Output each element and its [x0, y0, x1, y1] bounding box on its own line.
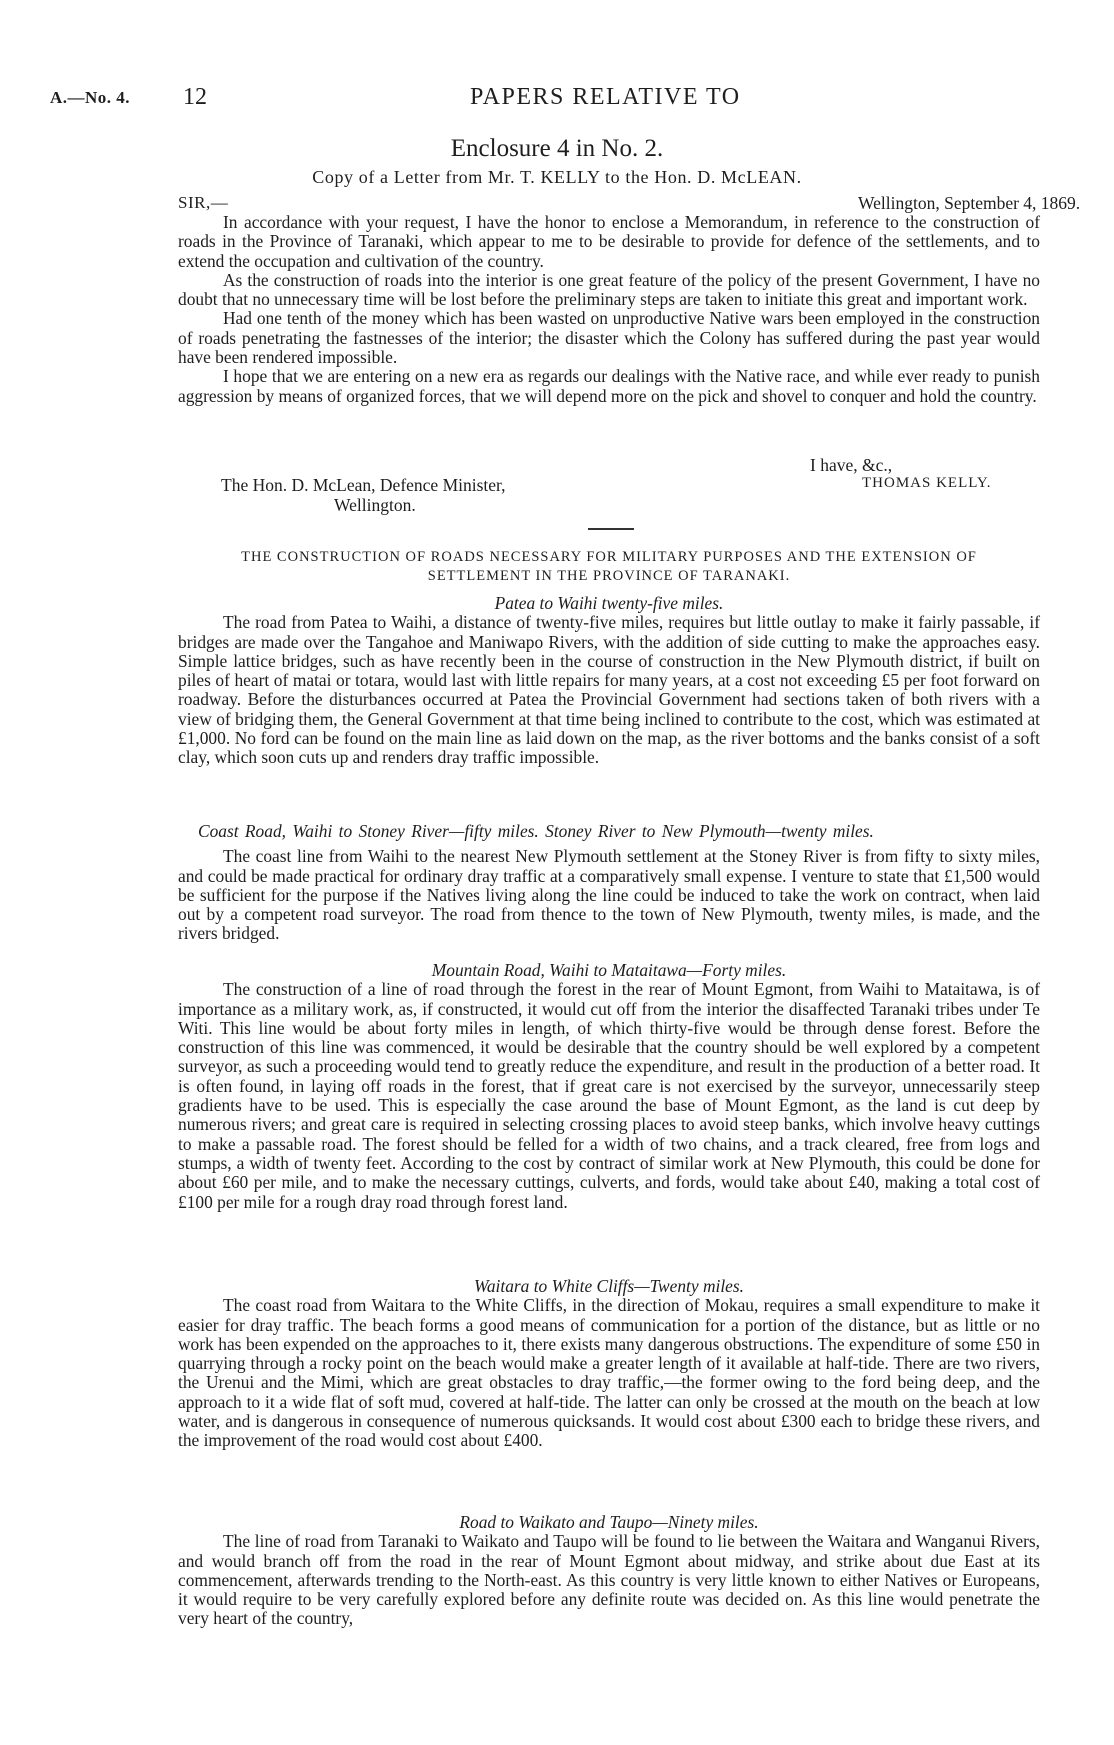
letter-paragraph: Had one tenth of the money which has been wasted on unproductive Native wars been employed in the construction of roads penetrating the fastnesses of the interior; the disaster which the Colony has suffered during the past year would have been rendered impossible.: [178, 308, 1040, 368]
section-body: The line of road from Taranaki to Waikato and Taupo will be found to lie between the Waitara and Wanganui Rivers, and would branch off from the road in the rear of Mount Egmont about midway, and strike about due East at its commencement, afterwards trending to the North-east. As this country is very little known to either Natives or Europeans, it would require to be very carefully explored before any definite route was decided on. As this line would penetrate the very heart of the country,: [178, 1531, 1040, 1629]
memorandum-section: [178, 961, 1040, 1212]
letter-copy-line: Copy of a Letter from Mr. T. KELLY to the Hon. D. McLEAN.: [312, 167, 802, 187]
letter-body: [178, 213, 1040, 406]
letter-paragraph: I hope that we are entering on a new era as regards our dealings with the Native race, and while ever ready to punish aggression by means of organized forces, that we will depend more on the pick and shovel to conquer and hold the country.: [178, 366, 1040, 406]
section-body: The coast line from Waihi to the nearest New Plymouth settlement at the Stoney River is from fifty to sixty miles, and could be made practical for ordinary dray traffic at a comparatively small expense. I venture to state that £1,500 would be sufficient for the purpose if the Natives living along the line could be induced to take the work on contract, when laid out by a competent road surveyor. The road from thence to the town of New Plymouth, twenty miles, is made, and the rivers bridged.: [178, 846, 1040, 944]
letter-paragraph: In accordance with your request, I have the honor to enclose a Memorandum, in reference to the construction of roads in the Province of Taranaki, which appear to me to be desirable to provide for defence of the settlements, and to extend the occupation and cultivation of the country.: [178, 212, 1040, 271]
section-heading: Waitara to White Cliffs—Twenty miles.: [473, 1276, 745, 1296]
section-divider: [588, 528, 634, 530]
memorandum-title-line: THE CONSTRUCTION OF ROADS NECESSARY FOR MILITARY PURPOSES AND THE EXTENSION OF: [241, 549, 977, 565]
addressee-line: The Hon. D. McLean, Defence Minister,: [221, 475, 506, 495]
letter-closing: I have, &c.,: [810, 455, 893, 475]
letter-dateline: Wellington, September 4, 1869.: [858, 193, 1081, 213]
section-heading: Coast Road, Waihi to Stoney River—fifty miles. Stoney River to New Plymouth—twenty miles.: [198, 821, 874, 841]
memorandum-section: [178, 1277, 1040, 1451]
section-body: The road from Patea to Waihi, a distance of twenty-five miles, requires but little outlay to make it fairly passable, if bridges are made over the Tangahoe and Maniwapo Rivers, with the addition of side cutting to make the approaches easy. Simple lattice bridges, such as have recently been in the course of construction in the New Plymouth district, if built on piles of heart of matai or totara, would last with little repairs for many years, at a cost not exceeding £5 per foot forward on roadway. Before the disturbances occurred at Patea the Provincial Government had sections taken of both rivers with a view of bridging them, the General Government at that time being inclined to contribute to the cost, which was estimated at £1,000. No ford can be found on the main line as laid down on the map, as the river bottoms and the banks consist of a soft clay, which soon cuts up and renders dray traffic impossible.: [178, 612, 1040, 768]
memorandum-section: [178, 822, 1040, 944]
memorandum-section: [178, 1513, 1040, 1629]
section-heading: Mountain Road, Waihi to Mataitawa—Forty miles.: [431, 960, 787, 980]
enclosure-heading: Enclosure 4 in No. 2.: [450, 135, 664, 162]
page-number: 12: [183, 84, 207, 110]
section-heading: Road to Waikato and Taupo—Ninety miles.: [459, 1512, 759, 1532]
section-heading: Patea to Waihi twenty-five miles.: [494, 593, 724, 613]
section-body: The construction of a line of road through the forest in the rear of Mount Egmont, from Waihi to Mataitawa, is of importance as a military work, as, if constructed, it would cut off from the interior the disaffected Taranaki tribes under Te Witi. This line would be about forty miles in length, of which thirty-five would be through dense forest. Before the construction of this line was commenced, it would be desirable that the country should be well explored by a competent surveyor, as such a proceeding would tend to greatly reduce the expenditure, and result in the production of a better road. It is often found, in laying off roads in the forest, that if great care is not exercised by the surveyor, unnecessarily steep gradients have to be used. This is especially the case around the base of Mount Egmont, as the land is cut deep by numerous rivers; and great care is required in selecting crossing places to avoid steep banks, which involve heavy cuttings to make a passable road. The forest should be felled for a width of two chains, and a track cleared, free from logs and stumps, a width of twenty feet. According to the cost by contract of similar work at New Plymouth, this could be done for about £60 per mile, and to make the necessary cuttings, culverts, and fords, would take about £40, making a total cost of £100 per mile for a rough dray road through forest land.: [178, 979, 1040, 1212]
running-title: PAPERS RELATIVE TO: [470, 84, 741, 110]
memorandum-section: [178, 594, 1040, 768]
memorandum-title-line: SETTLEMENT IN THE PROVINCE OF TARANAKI.: [427, 568, 791, 584]
memorandum-title: [178, 548, 1040, 586]
document-reference: A.—No. 4.: [50, 88, 131, 107]
letter-signature: THOMAS KELLY.: [862, 475, 992, 491]
letter-paragraph: As the construction of roads into the interior is one great feature of the policy of the present Government, I have no doubt that no unnecessary time will be lost before the preliminary steps are taken to initiate this great and important work.: [178, 269, 1040, 310]
salutation: SIR,—: [178, 193, 229, 212]
addressee-place: Wellington.: [334, 495, 416, 515]
section-body: The coast road from Waitara to the White Cliffs, in the direction of Mokau, requires a small expenditure to make it easier for dray traffic. The beach forms a good means of communication for a portion of the distance, but as little or no work has been expended on the approaches to it, there exists many dangerous obstructions. The expenditure of some £50 in quarrying through a rocky point on the beach would make a greater length of it available at half-tide. There are two rivers, the Urenui and the Mimi, which are great obstacles to dray traffic,—the former owing to the ford being deep, and the approach to it a wide flat of soft mud, covered at half-tide. The latter can only be crossed at the mouth on the beach at low water, and is dangerous in consequence of numerous quicksands. It would cost about £300 each to bridge these rivers, and the improvement of the road would cost about £400.: [178, 1295, 1040, 1451]
